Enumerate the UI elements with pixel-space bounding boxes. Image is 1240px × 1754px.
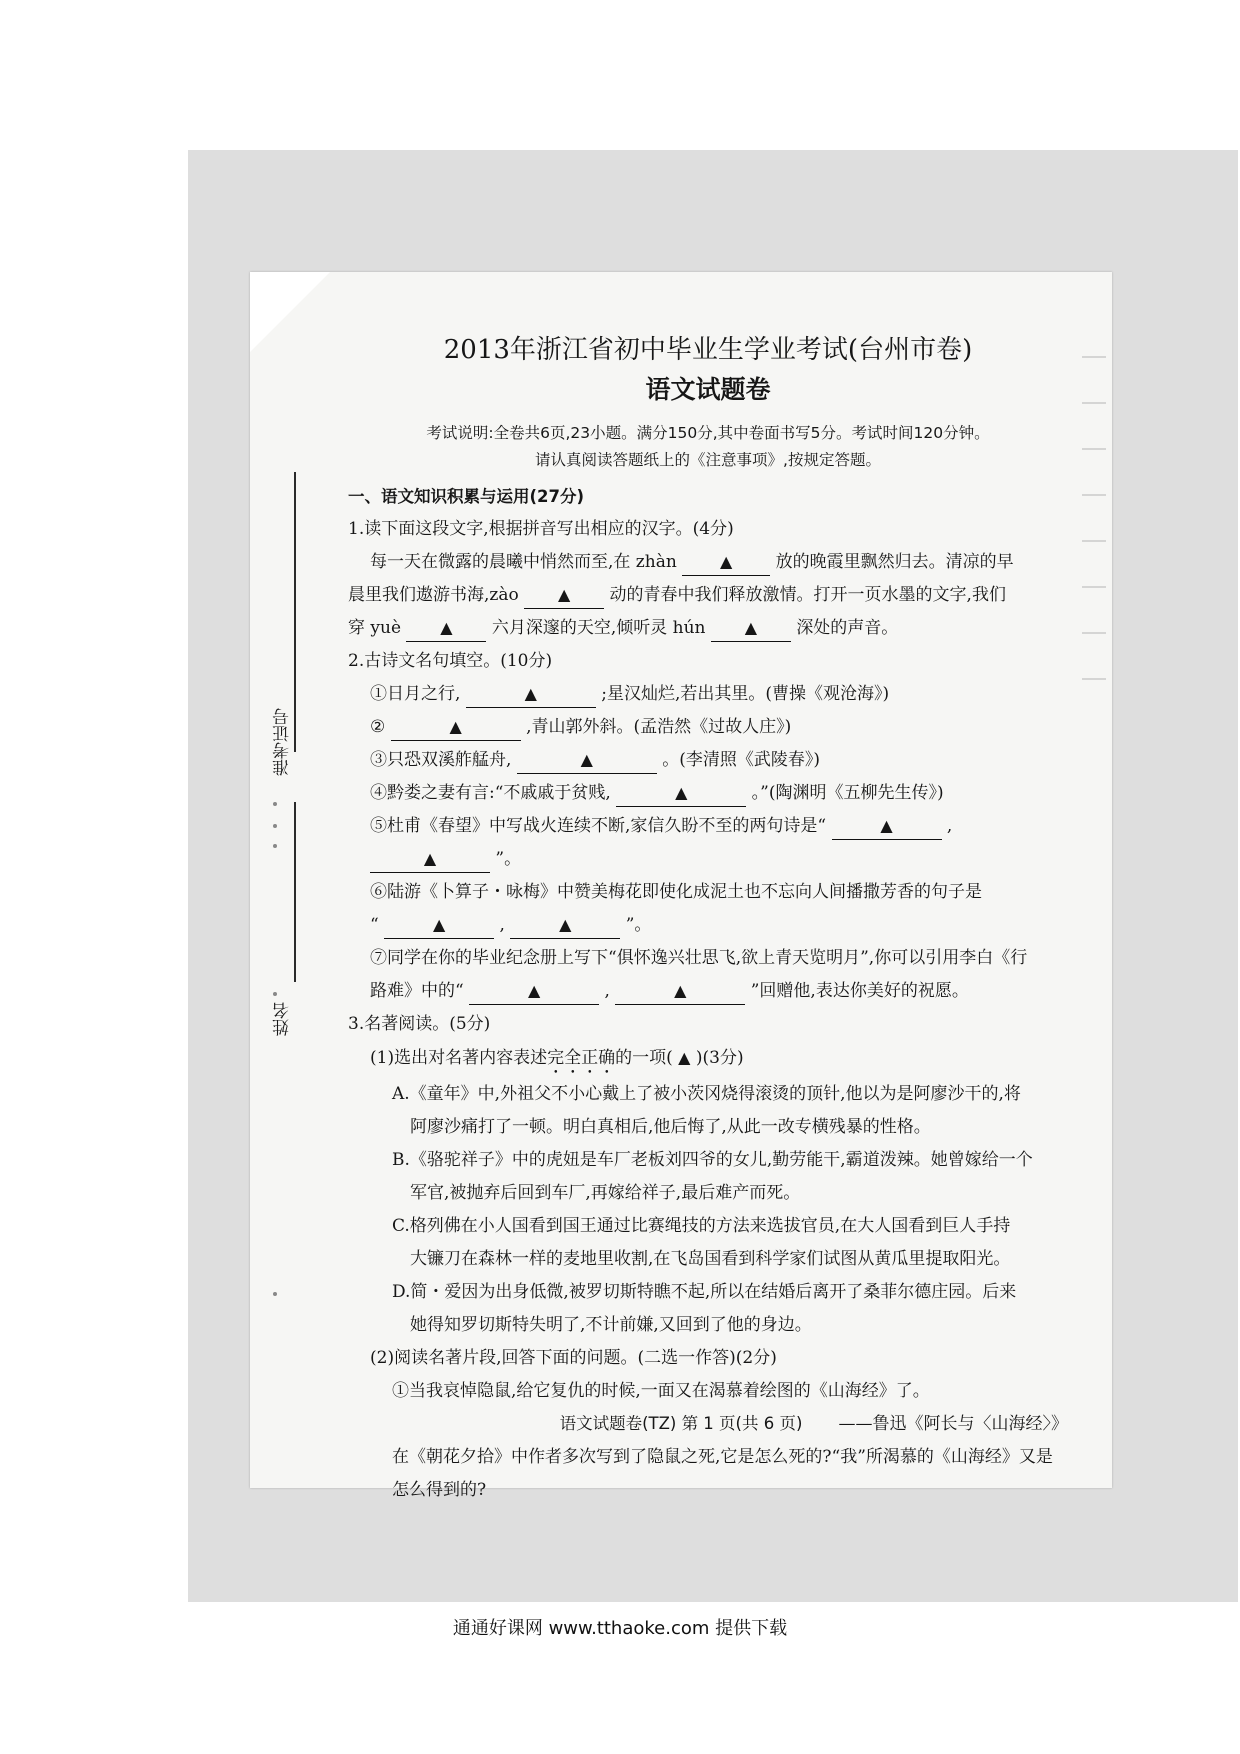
question-2-prompt: 2.古诗文名句填空。(10分) [348, 651, 553, 671]
binding-margin [264, 472, 314, 1372]
q2-text: ④黔娄之妻有言:“不戚戚于贫贱, [370, 783, 611, 803]
q2-text: ⑤杜甫《春望》中写战火连续不断,家信久盼不至的两句诗是“ [370, 816, 827, 836]
question-3-prompt: 3.名著阅读。(5分) [348, 1014, 491, 1034]
q2-text: , [604, 981, 610, 1001]
option-c: C.格列佛在小人国看到国王通过比赛绳技的方法来选拔官员,在大人国看到巨人手持 [392, 1216, 1011, 1236]
quoted-excerpt: ①当我哀悼隐鼠,给它复仇的时候,一面又在渴慕着绘图的《山海经》了。 [392, 1381, 930, 1401]
answer-blank [510, 912, 620, 939]
answer-blank [517, 747, 657, 774]
quote-source: ——鲁迅《阿长与〈山海经〉》 [838, 1414, 1068, 1434]
option-c-cont: 大镰刀在森林一样的麦地里收割,在飞岛国看到科学家们试图从黄瓜里提取阳光。 [410, 1249, 1011, 1269]
exam-title: 2013年浙江省初中毕业生学业考试(台州市卷) [443, 335, 973, 365]
question-2-item7-cont [348, 975, 1068, 1008]
question-2-item5 [348, 810, 1068, 843]
download-note: 通通好课网 www.tthaoke.com 提供下载 [452, 1618, 788, 1639]
q2-text: 。(李清照《武陵春》) [662, 750, 820, 770]
answer-blank [615, 978, 745, 1005]
q2-text: “ [370, 915, 379, 935]
punch-hole [273, 844, 277, 848]
answer-blank [406, 615, 486, 642]
q1-text: 晨里我们遨游书海,zào [348, 585, 519, 605]
answer-marker: ▲ [744, 618, 758, 637]
answer-marker: ▲ [559, 915, 572, 934]
q2-text: ③只恐双溪舴艋舟, [370, 750, 512, 770]
bleed-through-marks [1082, 312, 1112, 1212]
q2-text: ,青山郭外斜。(孟浩然《过故人庄》) [526, 717, 792, 737]
punch-hole [273, 802, 277, 806]
answer-marker: ▲ [720, 552, 733, 571]
question-1-line3 [348, 612, 1068, 645]
q2-text: 。”(陶渊明《五柳先生传》) [751, 783, 944, 803]
exam-subtitle: 语文试题卷 [645, 375, 771, 404]
q1-text: 放的晚霞里飘然归去。清凉的早 [775, 552, 1014, 572]
question-2-item7: ⑦同学在你的毕业纪念册上写下“俱怀逸兴壮思飞,欲上青天览明月”,你可以引用李白《行 [370, 948, 1028, 968]
name-line [294, 802, 296, 982]
option-b: B.《骆驼祥子》中的虎妞是车厂老板刘四爷的女儿,勤劳能干,霸道泼辣。她曾嫁给一个 [392, 1150, 1033, 1170]
answer-blank [616, 780, 746, 807]
answer-blank [469, 978, 599, 1005]
answer-marker: ▲ [678, 1048, 691, 1067]
answer-marker: ▲ [527, 981, 541, 1000]
question-2-item2 [348, 711, 1068, 744]
question-2-item6-cont [348, 909, 1068, 942]
exam-notice-line1: 考试说明:全卷共6页,23小题。满分150分,其中卷面书写5分。考试时间120分钟。 [426, 424, 990, 442]
punch-hole [273, 992, 277, 996]
q2-text: , [499, 915, 505, 935]
q2-text: ”。 [495, 849, 522, 869]
answer-blank [682, 549, 770, 576]
option-a-cont: 阿廖沙痛打了一顿。明白真相后,他后悔了,从此一改专横残暴的性格。 [410, 1117, 931, 1137]
question-3-part1 [348, 1041, 1068, 1078]
q1-text: 穿 yuè [348, 618, 402, 638]
question-1-prompt: 1.读下面这段文字,根据拼音写出相应的汉字。(4分) [348, 519, 734, 539]
section-heading: 一、语文知识积累与运用(27分) [348, 487, 585, 506]
question-2-item5-cont [348, 843, 1068, 876]
question-3-ask: 在《朝花夕拾》中作者多次写到了隐鼠之死,它是怎么死的?“我”所渴慕的《山海经》又是 [392, 1447, 1053, 1467]
answer-marker: ▲ [557, 585, 571, 604]
exam-id-label: 准考证号 [273, 708, 293, 776]
q2-text: ①日月之行, [370, 684, 461, 704]
option-b-cont: 军官,被抛弃后回到车厂,再嫁给祥子,最后难产而死。 [410, 1183, 801, 1203]
q2-text: ”。 [625, 915, 652, 935]
answer-marker: ▲ [432, 915, 446, 934]
q3-text: )(3分) [695, 1048, 744, 1068]
answer-marker: ▲ [524, 684, 537, 703]
answer-marker: ▲ [674, 981, 687, 1000]
answer-marker: ▲ [880, 816, 893, 835]
answer-marker: ▲ [423, 849, 437, 868]
question-3-ask-cont: 怎么得到的? [392, 1480, 487, 1500]
question-2-item4 [348, 777, 1068, 810]
q2-text: , [946, 816, 953, 836]
answer-blank [711, 615, 791, 642]
q3-text: 的一项( [615, 1048, 673, 1068]
q2-text: ”回赠他,表达你美好的祝愿。 [750, 981, 969, 1001]
answer-blank [524, 582, 604, 609]
option-d-cont: 她得知罗切斯特失明了,不计前嫌,又回到了他的身边。 [410, 1315, 812, 1335]
answer-blank [370, 846, 490, 873]
q2-text: 路难》中的“ [370, 981, 464, 1001]
option-a: A.《童年》中,外祖父不小心戴上了被小茨冈烧得滚烫的顶针,他以为是阿廖沙干的,将 [392, 1084, 1021, 1104]
exam-notice-line2: 请认真阅读答题纸上的《注意事项》,按规定答题。 [535, 451, 881, 469]
q1-text: 每一天在微露的晨曦中悄然而至,在 zhàn [370, 552, 677, 572]
answer-blank [832, 813, 942, 840]
answer-marker: ▲ [449, 717, 462, 736]
question-2-item6: ⑥陆游《卜算子・咏梅》中赞美梅花即使化成泥土也不忘向人间播撒芳香的句子是 [370, 882, 982, 902]
q1-text: 深处的声音。 [796, 618, 899, 638]
answer-blank [384, 912, 494, 939]
q1-text: 动的青春中我们释放激情。打开一页水墨的文字,我们 [609, 585, 1006, 605]
option-d: D.简・爱因为出身低微,被罗切斯特瞧不起,所以在结婚后离开了桑菲尔德庄园。后来 [392, 1282, 1017, 1302]
punch-hole [273, 1292, 277, 1296]
question-1-line2 [348, 579, 1068, 612]
question-1-line1 [348, 546, 1068, 579]
q3-emphasis: 完全正确 [547, 1048, 616, 1068]
answer-marker: ▲ [440, 618, 453, 637]
answer-marker: ▲ [675, 783, 688, 802]
name-label: 姓名 [273, 1002, 293, 1036]
question-2-item1 [348, 678, 1068, 711]
page-footer: 语文试题卷(TZ) 第 1 页(共 6 页) [559, 1414, 803, 1433]
q3-text: (1)选出对名著内容表述 [370, 1048, 548, 1068]
folded-corner [250, 272, 330, 352]
q2-text: ;星汉灿烂,若出其里。(曹操《观沧海》) [601, 684, 890, 704]
answer-blank [466, 681, 596, 708]
q1-text: 六月深邃的天空,倾听灵 hún [491, 618, 706, 638]
exam-paper [250, 272, 1112, 1500]
question-3-part2: (2)阅读名著片段,回答下面的问题。(二选一作答)(2分) [370, 1348, 777, 1368]
question-2-item3 [348, 744, 1068, 777]
answer-marker: ▲ [580, 750, 593, 769]
q2-text: ② [370, 717, 386, 737]
answer-blank [391, 714, 521, 741]
exam-content [348, 332, 1068, 1507]
punch-hole [273, 824, 277, 828]
